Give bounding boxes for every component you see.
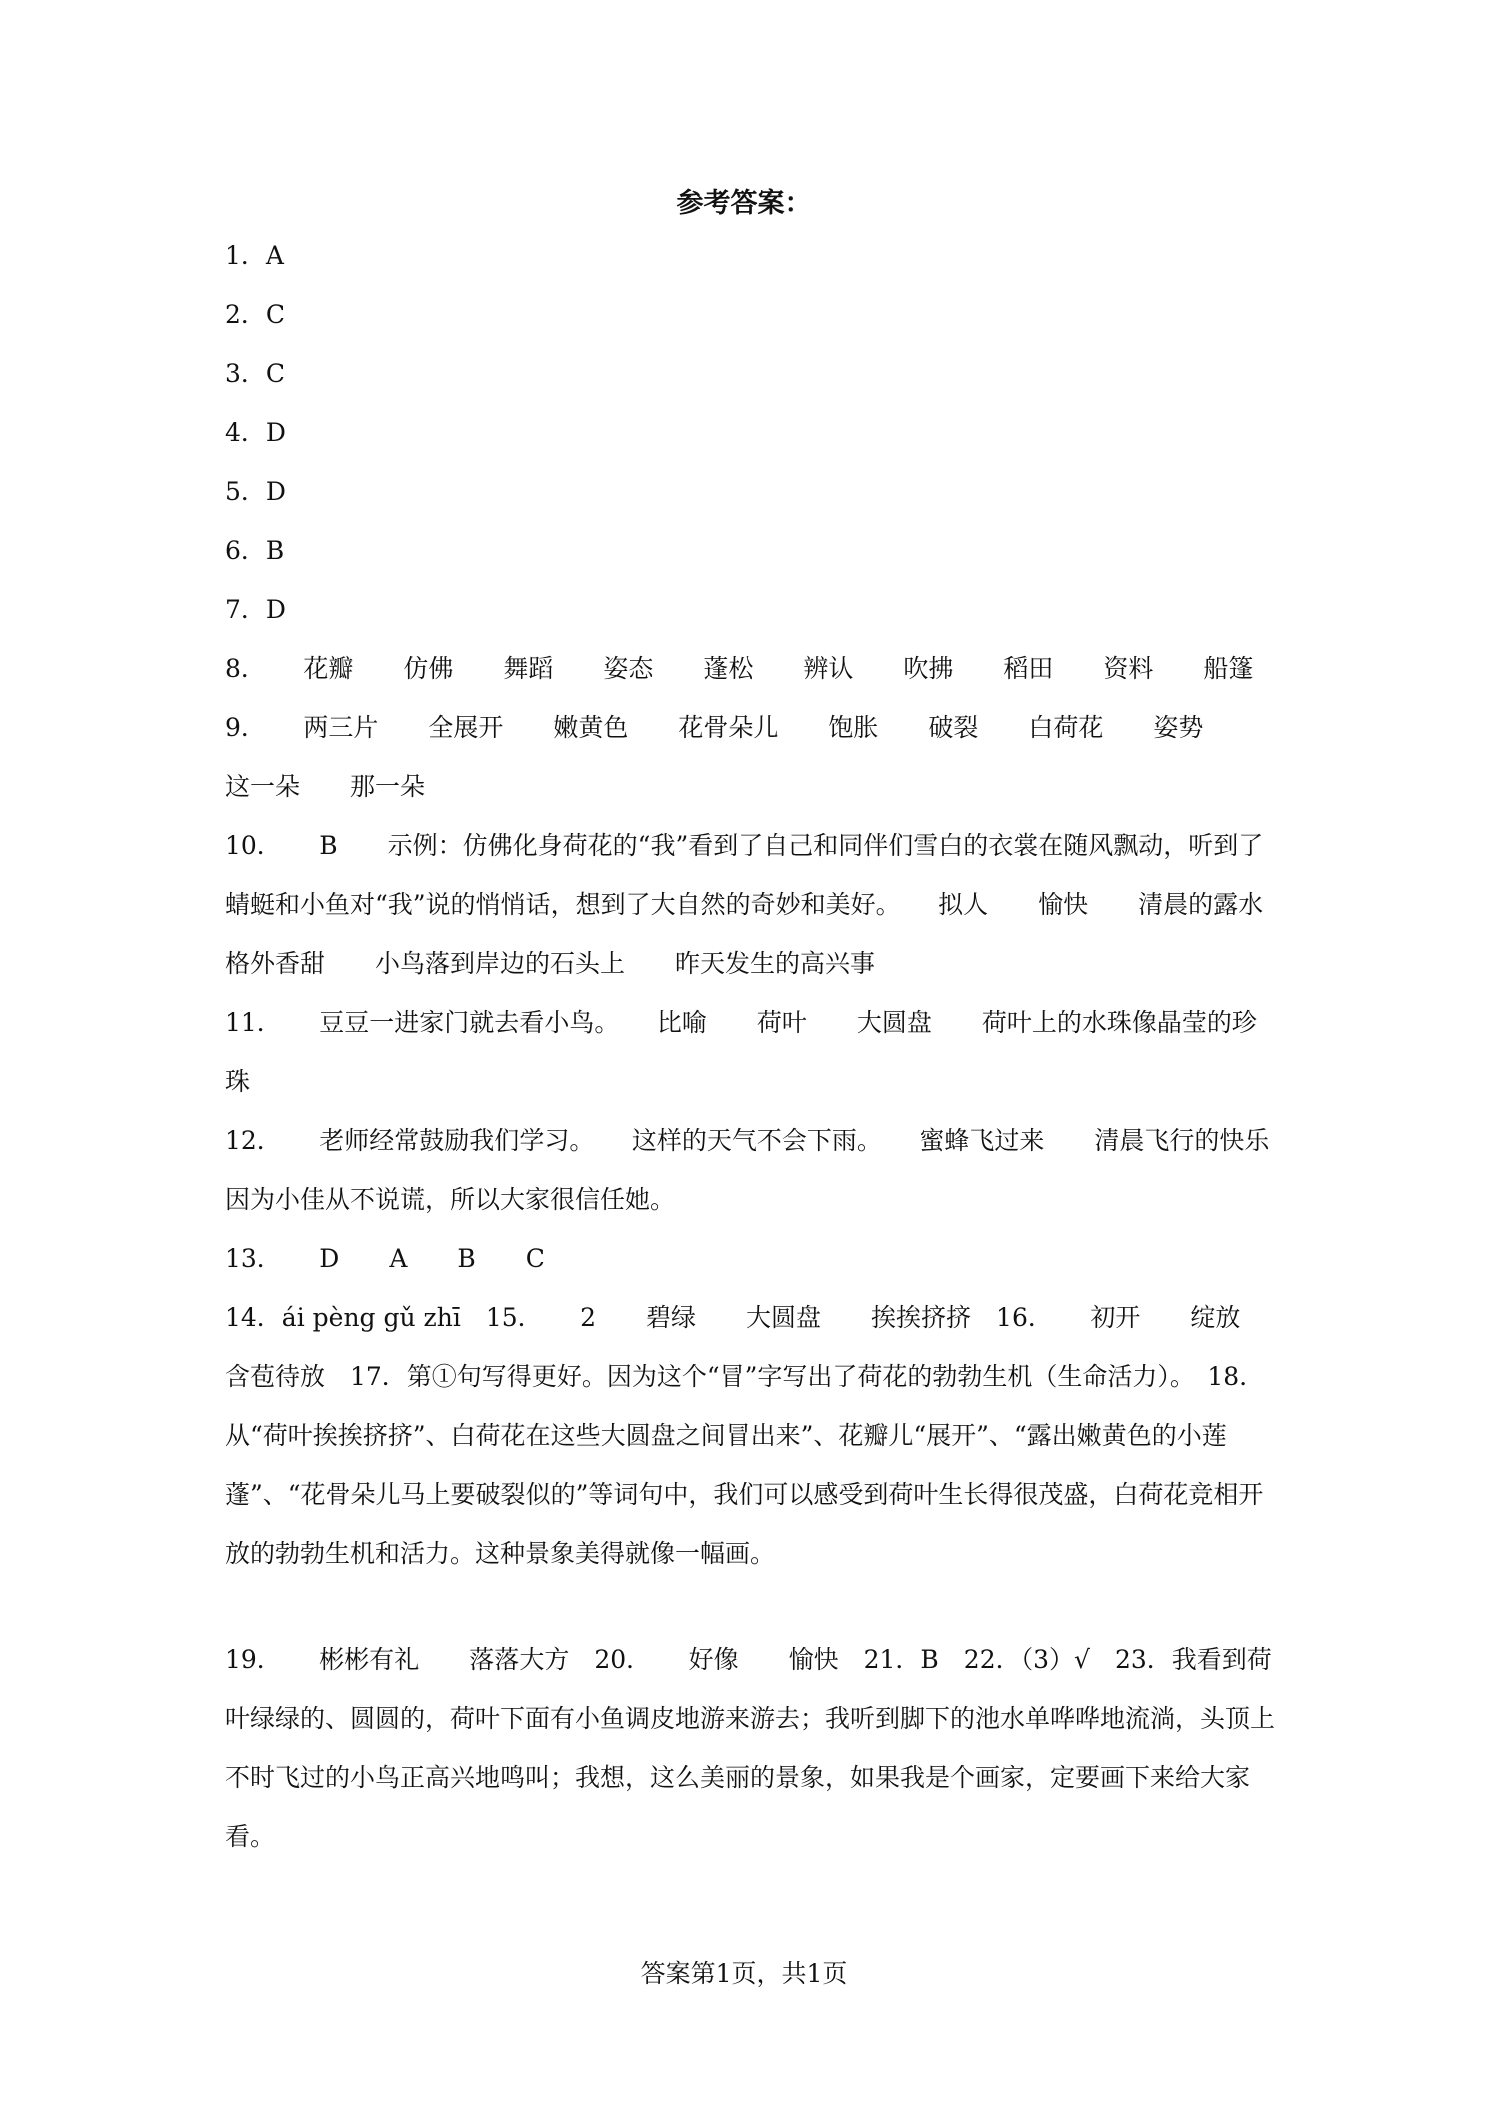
answer-13: 13． D A B C (225, 1244, 545, 1273)
answer-1: 1．A (225, 241, 284, 270)
answer-9: 9． 两三片 全展开 嫩黄色 花骨朵儿 饱胀 破裂 白荷花 姿势 这一朵 那一朵 (225, 713, 1254, 801)
answer-5: 5．D (225, 477, 286, 506)
answer-2: 2．C (225, 300, 286, 329)
answer-12: 12． 老师经常鼓励我们学习。 这样的天气不会下雨。 蜜蜂飞过来 清晨飞行的快乐 因为小佳从不说谎，所以大家很信任她。 (225, 1126, 1320, 1214)
answer-10: 10． B 示例：仿佛化身荷花的“我”看到了自己和同伴们雪白的衣裳在随风飘动，听到了蜻蜓和小鱼对“我”说的悄悄话，想到了大自然的奇妙和美好。 拟人 愉快 清晨的露水格外香甜 小鸟落到岸边的石头上 昨天发生的高兴事 (225, 831, 1264, 978)
answer-4: 4．D (225, 418, 286, 447)
answer-6: 6．B (225, 536, 285, 565)
answer-11: 11． 豆豆一进家门就去看小鸟。 比喻 荷叶 大圆盘 荷叶上的水珠像晶莹的珍珠 (225, 1008, 1257, 1096)
answer-14-18: 14．ái pèng gǔ zhī 15． 2 碧绿 大圆盘 挨挨挤挤 16． 初开 绽放 含苞待放 17．第①句写得更好。因为这个“冒”字写出了荷花的勃勃生机（生命活力）。 18．从“荷叶挨挨挤挤”、白荷花在这些大圆盘之间冒出来”、花瓣儿“展开”、“露出嫩黄色的小莲蓬”、“花骨朵儿马上要破裂似的”等词句中，我们可以感受到荷叶生长得很茂盛，白荷花竞相开放的勃勃生机和活力。这种景象美得就像一幅画。 (225, 1303, 1291, 1568)
answer-3: 3．C (225, 359, 286, 388)
answer-8: 8． 花瓣 仿佛 舞蹈 姿态 蓬松 辨认 吹拂 稻田 资料 船篷 (225, 654, 1254, 683)
page-footer: 答案第1页，共1页 (640, 1959, 848, 1988)
answer-7: 7．D (225, 595, 286, 624)
answer-19-23: 19． 彬彬有礼 落落大方 20． 好像 愉快 21．B 22．（3）√ 23．我看到荷叶绿绿的、圆圆的，荷叶下面有小鱼调皮地游来游去；我听到脚下的池水单哗哗地流淌，头顶上不时飞过的小鸟正高兴地鸣叫；我想，这么美丽的景象，如果我是个画家，定要画下来给大家看。 (225, 1645, 1276, 1851)
page-title: 参考答案： (676, 188, 812, 219)
